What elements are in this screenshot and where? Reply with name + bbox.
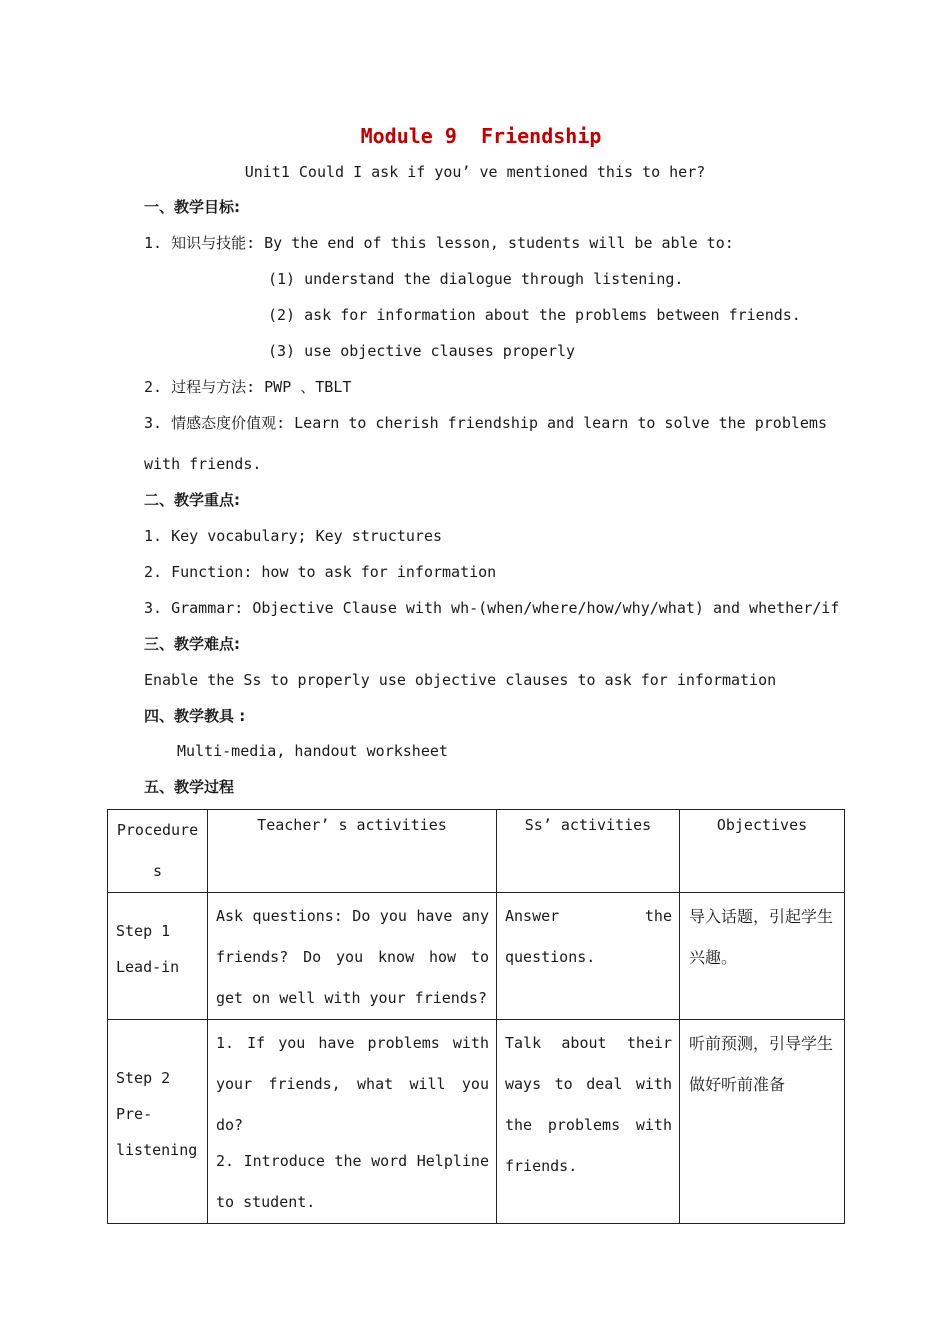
table-header-row bbox=[108, 810, 845, 893]
objective-sub-2: (2) ask for information about the problems between friends. bbox=[268, 306, 801, 324]
objective-attitude: 3. 情感态度价值观: Learn to cherish friendship and learn to solve the problems bbox=[144, 414, 827, 432]
header-procedures bbox=[108, 810, 208, 893]
page-subtitle: Unit1 Could I ask if you’ ve mentioned this to her? bbox=[244, 163, 706, 181]
step-name-cont: listening bbox=[116, 1141, 198, 1159]
teacher-activity: Ask questions: Do you have any friends? Do you know how to get on well with your friends? bbox=[216, 907, 489, 1007]
difficulty-1: Enable the Ss to properly use objective clauses to ask for information bbox=[144, 671, 777, 689]
header-procedures-line1: Procedure bbox=[116, 821, 199, 839]
ss-activity: Answer the questions. bbox=[505, 907, 672, 966]
teacher-activity-2: 2. Introduce the word Helpline to student. bbox=[216, 1152, 489, 1211]
section-heading-teaching-aids: 四、教学教具 : bbox=[144, 707, 246, 725]
ss-activity-cell bbox=[497, 1020, 680, 1224]
ss-activity: Talk about their ways to deal with the problems with friends. bbox=[505, 1034, 672, 1175]
procedure-table bbox=[107, 809, 845, 1224]
header-ss: Ss’ activities bbox=[497, 810, 680, 893]
objective-attitude-cont: with friends. bbox=[144, 455, 262, 473]
step-name: Pre- bbox=[116, 1105, 153, 1123]
teacher-activity-1: 1. If you have problems with your friends, what will you do? bbox=[216, 1034, 489, 1134]
teaching-aids: Multi-media, handout worksheet bbox=[177, 742, 448, 760]
key-point-2: 2. Function: how to ask for information bbox=[144, 563, 497, 581]
section-heading-procedure: 五、教学过程 bbox=[144, 778, 235, 796]
table-row bbox=[108, 1020, 845, 1224]
step-cell bbox=[108, 1020, 208, 1224]
objective-sub-1: (1) understand the dialogue through listening. bbox=[268, 270, 684, 288]
key-point-1: 1. Key vocabulary; Key structures bbox=[144, 527, 443, 545]
header-procedures-line2: s bbox=[152, 862, 163, 880]
teacher-activity-cell bbox=[208, 1020, 497, 1224]
objective-text: 导入话题，引起学生兴趣。 bbox=[689, 907, 834, 967]
page-title: Module 9 Friendship bbox=[360, 124, 602, 148]
objective-cell bbox=[680, 893, 845, 1020]
ss-activity-cell bbox=[497, 893, 680, 1020]
section-heading-difficulties: 三、教学难点: bbox=[144, 635, 240, 653]
objective-sub-3: (3) use objective clauses properly bbox=[268, 342, 576, 360]
objective-method: 2. 过程与方法: PWP 、TBLT bbox=[144, 378, 352, 396]
section-heading-objectives: 一、教学目标: bbox=[144, 198, 240, 216]
table-row bbox=[108, 893, 845, 1020]
header-objectives: Objectives bbox=[680, 810, 845, 893]
teacher-activity-cell bbox=[208, 893, 497, 1020]
section-heading-key-points: 二、教学重点: bbox=[144, 491, 240, 509]
step-name: Lead-in bbox=[116, 958, 180, 976]
objective-cell bbox=[680, 1020, 845, 1224]
header-teacher: Teacher’ s activities bbox=[208, 810, 497, 893]
step-cell bbox=[108, 893, 208, 1020]
step-label: Step 2 bbox=[116, 1069, 171, 1087]
objective-knowledge: 1. 知识与技能: By the end of this lesson, students will be able to: bbox=[144, 234, 734, 252]
step-label: Step 1 bbox=[116, 922, 171, 940]
key-point-3: 3. Grammar: Objective Clause with wh-(when/where/how/why/what) and whether/if bbox=[144, 599, 840, 617]
objective-text: 听前预测，引导学生做好听前准备 bbox=[689, 1034, 834, 1094]
